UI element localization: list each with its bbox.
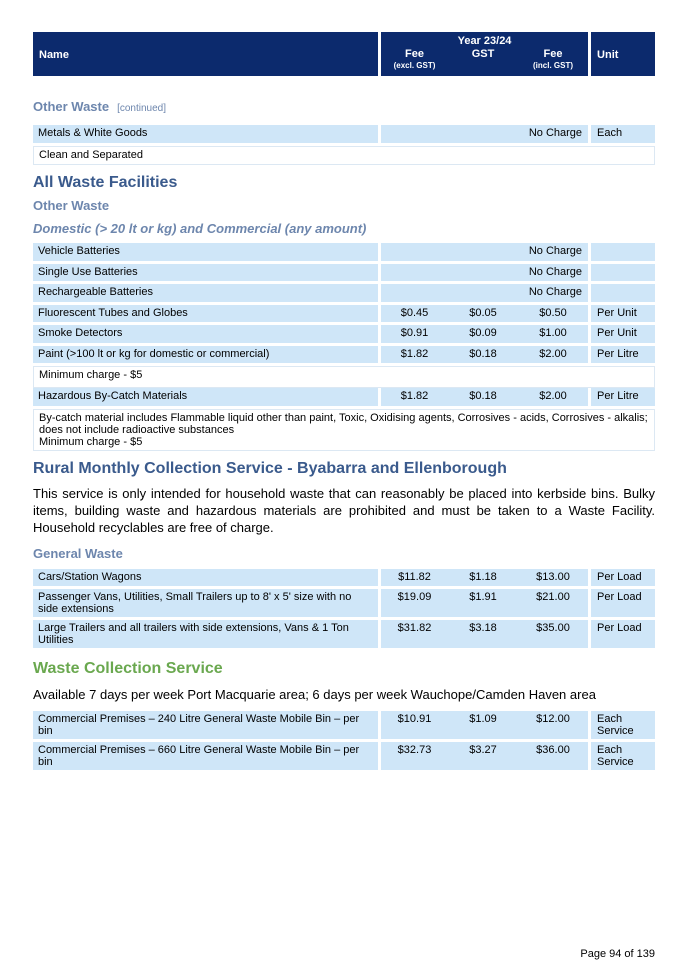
header-fee-incl: Fee (incl. GST) [518,48,588,76]
hazard-note: By-catch material includes Flammable liquid other than paint, Toxic, Oxidising agents, Corrosives - acids, Corrosives - alkalis; does not include radioactive substances [39,411,648,436]
table-row [33,125,655,146]
header-year: Year 23/24 [378,32,588,48]
table-row: Commercial Premises – 660 Litre General Waste Mobile Bin – per bin $32.73 $3.27 $36.00 Each Service [33,742,655,773]
table-row: Hazardous By-Catch Materials $1.82 $0.18 $2.00 Per Litre [33,388,655,409]
table-row: Large Trailers and all trailers with side extensions, Vans & 1 Ton Utilities $31.82 $3.18 $35.00 Per Load [33,620,655,651]
header-unit: Unit [588,32,655,76]
table-note: Clean and Separated [33,146,655,166]
row-name: Metals & White Goods [33,125,378,146]
table-row: Commercial Premises – 240 Litre General Waste Mobile Bin – per bin $10.91 $1.09 $12.00 Each Service [33,711,655,742]
row-fee-incl: No Charge [378,125,588,146]
domestic-commercial-heading: Domestic (> 20 lt or kg) and Commercial (any amount) [33,221,367,236]
table-row: Passenger Vans, Utilities, Small Trailers up to 8' x 5' size with no side extensions $19.09 $1.91 $21.00 Per Load [33,589,655,620]
table-row: Cars/Station Wagons $11.82 $1.18 $13.00 Per Load [33,569,655,590]
general-waste-table [33,569,655,652]
other-waste-table [33,125,655,165]
table-row: Smoke Detectors $0.91 $0.09 $1.00 Per Unit [33,325,655,346]
column-header-table [33,32,655,76]
header-gst: GST [448,48,518,76]
general-waste-heading: General Waste [33,545,123,561]
waste-collection-heading: Waste Collection Service [33,660,223,677]
fee-schedule-page [33,32,655,773]
table-row: Vehicle Batteries No Charge [33,243,655,264]
table-row: Rechargeable Batteries No Charge [33,284,655,305]
waste-collection-description: Available 7 days per week Port Macquarie area; 6 days per week Wauchope/Camden Haven area [33,687,596,702]
table-row: Fluorescent Tubes and Globes $0.45 $0.05 $0.50 Per Unit [33,305,655,326]
header-name: Name [33,32,378,76]
waste-collection-table [33,711,655,773]
all-waste-table [33,243,655,451]
page-number: Page 94 of 139 [580,948,655,960]
row-unit: Each [588,125,655,146]
table-row: Paint (>100 lt or kg for domestic or commercial) $1.82 $0.18 $2.00 Per Litre [33,346,655,367]
rural-collection-heading: Rural Monthly Collection Service - Byabarra and Ellenborough [33,459,507,477]
all-waste-facilities-heading: All Waste Facilities [33,174,178,191]
table-note [33,409,655,451]
other-waste-heading: Other Waste [33,198,110,213]
hazard-min-charge: Minimum charge - $5 [39,435,143,448]
table-row: Single Use Batteries No Charge [33,264,655,285]
other-waste-continued-heading: Other Waste [continued] [33,99,167,114]
rural-collection-description: This service is only intended for household waste that can reasonably be placed into kerbside bins. Bulky items, building waste and hazardous materials are prohibited and must be taken to a Waste Facility. Household recyclables are free of charge. [33,485,655,535]
table-note: Minimum charge - $5 [33,366,655,388]
header-fee: Fee (excl. GST) [378,48,448,76]
